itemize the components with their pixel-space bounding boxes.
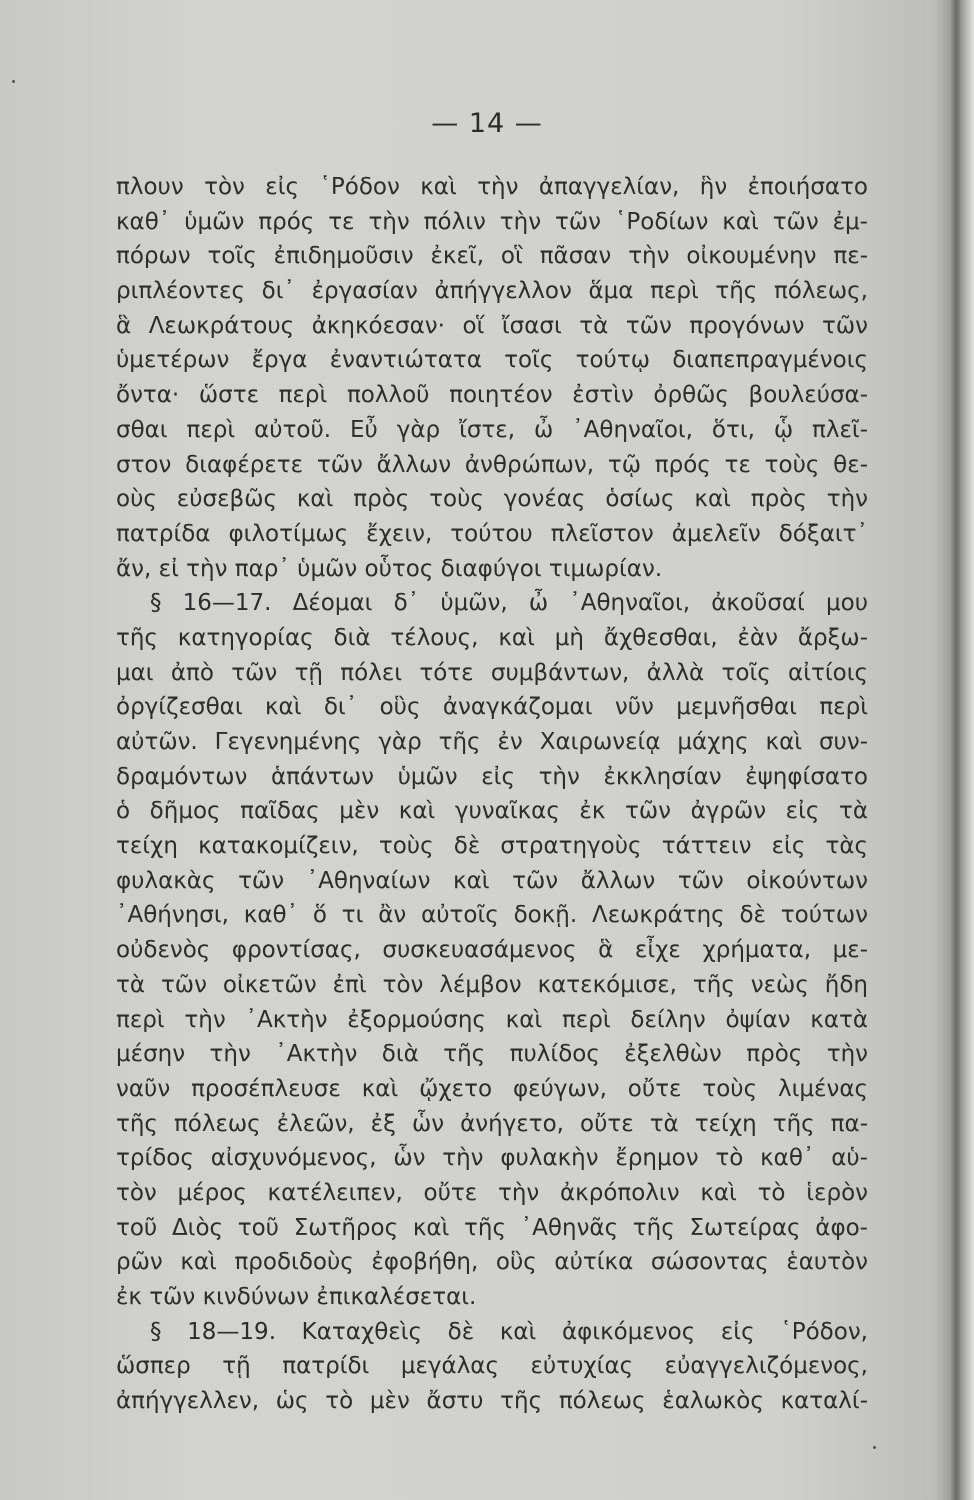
text-line: ὀργίζεσθαι καὶ δι᾽ οὓς ἀναγκάζομαι νῦν μεμνῆσθαι περὶ [116, 694, 868, 721]
page-number: — 14 — [431, 108, 543, 139]
text-line: ναῦν προσέπλευσε καὶ ᾤχετο φεύγων, οὔτε τοὺς λιμένας [116, 1075, 868, 1102]
text-line: τῆς πόλεως ἐλεῶν, ἐξ ὧν ἀνήγετο, οὔτε τὰ τείχη τῆς πα- [116, 1110, 868, 1137]
text-line: πόρων τοῖς ἐπιδημοῦσιν ἐκεῖ, οἳ πᾶσαν τὴν οἰκουμένην πε- [116, 243, 868, 270]
text-line: τὰ τῶν οἰκετῶν ἐπὶ τὸν λέμβον κατεκόμισε, τῆς νεὼς ἤδη [116, 971, 868, 998]
text-line: πατρίδα φιλοτίμως ἔχειν, τούτου πλεῖστον ἀμελεῖν δόξαιτ᾽ [116, 520, 868, 547]
text-line: οὺς εὐσεβῶς καὶ πρὸς τοὺς γονέας ὁσίως καὶ πρὸς τὴν [116, 486, 868, 513]
text-line: περὶ τὴν ᾽Ακτὴν ἐξορμούσης καὶ περὶ δείλην ὀψίαν κατὰ [116, 1006, 868, 1033]
text-line: ὁ δῆμος παῖδας μὲν καὶ γυναῖκας ἐκ τῶν ἀγρῶν εἰς τὰ [116, 798, 868, 825]
text-line: ἃ Λεωκράτους ἀκηκόεσαν· οἵ ἴσασι τὰ τῶν προγόνων τῶν [116, 312, 868, 339]
text-line: οὐδενὸς φροντίσας, συσκευασάμενος ἃ εἶχε χρήματα, με- [116, 937, 868, 964]
section-heading-line: § 16—17. Δέομαι δ᾽ ὑμῶν, ὦ ᾽Αθηναῖοι, ἀκοῦσαί μου [150, 590, 868, 617]
text-line: ἐκ τῶν κινδύνων ἐπικαλέσεται. [116, 1284, 477, 1310]
text-line: πλουν τὸν εἰς ῾Ρόδον καὶ τὴν ἀπαγγελίαν, ἣν ἐποιήσατο [116, 174, 868, 200]
text-line: τῆς κατηγορίας διὰ τέλους, καὶ μὴ ἄχθεσθαι, ἐὰν ἄρξω- [116, 624, 868, 651]
text-line: τὸν μέρος κατέλειπεν, οὔτε τὴν ἀκρόπολιν καὶ τὸ ἱερὸν [116, 1179, 868, 1206]
text-line: σθαι περὶ αὐτοῦ. Εὖ γὰρ ἴστε, ὦ ᾽Αθηναῖοι, ὅτι, ᾧ πλεῖ- [116, 416, 868, 443]
text-line: φυλακὰς τῶν ᾽Αθηναίων καὶ τῶν ἄλλων τῶν οἰκούντων [116, 867, 868, 894]
text-line: ὑμετέρων ἔργα ἐναντιώτατα τοῖς τούτῳ διαπεπραγμένοις [116, 347, 868, 374]
text-line: ὄντα· ὥστε περὶ πολλοῦ ποιητέον ἐστὶν ὀρθῶς βουλεύσα- [116, 382, 868, 409]
text-line: δραμόντων ἁπάντων ὑμῶν εἰς τὴν ἐκκλησίαν ἐψηφίσατο [116, 763, 868, 790]
text-line: ἀπήγγελλεν, ὡς τὸ μὲν ἄστυ τῆς πόλεως ἑαλωκὸς καταλί- [116, 1388, 868, 1415]
section-heading-line: § 18—19. Καταχθεὶς δὲ καὶ ἀφικόμενος εἰς ῾Ρόδον, [150, 1318, 868, 1345]
text-line: μαι ἀπὸ τῶν τῇ πόλει τότε συμβάντων, ἀλλὰ τοῖς αἰτίοις [116, 659, 868, 686]
page-spine-shadow [950, 0, 960, 1500]
text-line: στον διαφέρετε τῶν ἄλλων ἀνθρώπων, τῷ πρός τε τοὺς θε- [116, 451, 868, 478]
text-line: ἄν, εἰ τὴν παρ᾽ ὑμῶν οὗτος διαφύγοι τιμωρίαν. [116, 555, 663, 582]
body-text [116, 170, 868, 1419]
text-line: καθ᾽ ὑμῶν πρός τε τὴν πόλιν τὴν τῶν ῾Ροδίων καὶ τῶν ἐμ- [116, 208, 868, 235]
text-line: ὥσπερ τῇ πατρίδι μεγάλας εὐτυχίας εὐαγγελιζόμενος, [116, 1353, 868, 1380]
text-line: τοῦ Διὸς τοῦ Σωτῆρος καὶ τῆς ᾽Αθηνᾶς τῆς Σωτείρας ἀφο- [116, 1214, 868, 1241]
text-line: μέσην τὴν ᾽Ακτὴν διὰ τῆς πυλίδος ἐξελθὼν πρὸς τὴν [116, 1041, 868, 1068]
text-line: τρίδος αἰσχυνόμενος, ὧν τὴν φυλακὴν ἔρημον τὸ καθ᾽ αὑ- [116, 1145, 868, 1172]
text-line: αὐτῶν. Γεγενημένης γὰρ τῆς ἐν Χαιρωνείᾳ μάχης καὶ συν- [116, 729, 868, 755]
paper-speck [12, 80, 15, 83]
text-line: τείχη κατακομίζειν, τοὺς δὲ στρατηγοὺς τάττειν εἰς τὰς [116, 833, 868, 860]
text-line: ριπλέοντες δι᾽ ἐργασίαν ἀπήγγελλον ἅμα περὶ τῆς πόλεως, [116, 278, 868, 305]
text-line: ᾽Αθήνησι, καθ᾽ ὅ τι ἂν αὐτοῖς δοκῇ. Λεωκράτης δὲ τούτων [116, 902, 868, 929]
text-line: ρῶν καὶ προδιδοὺς ἐφοβήθη, οὓς αὐτίκα σώσοντας ἑαυτὸν [116, 1249, 868, 1276]
paper-speck [873, 1446, 876, 1449]
